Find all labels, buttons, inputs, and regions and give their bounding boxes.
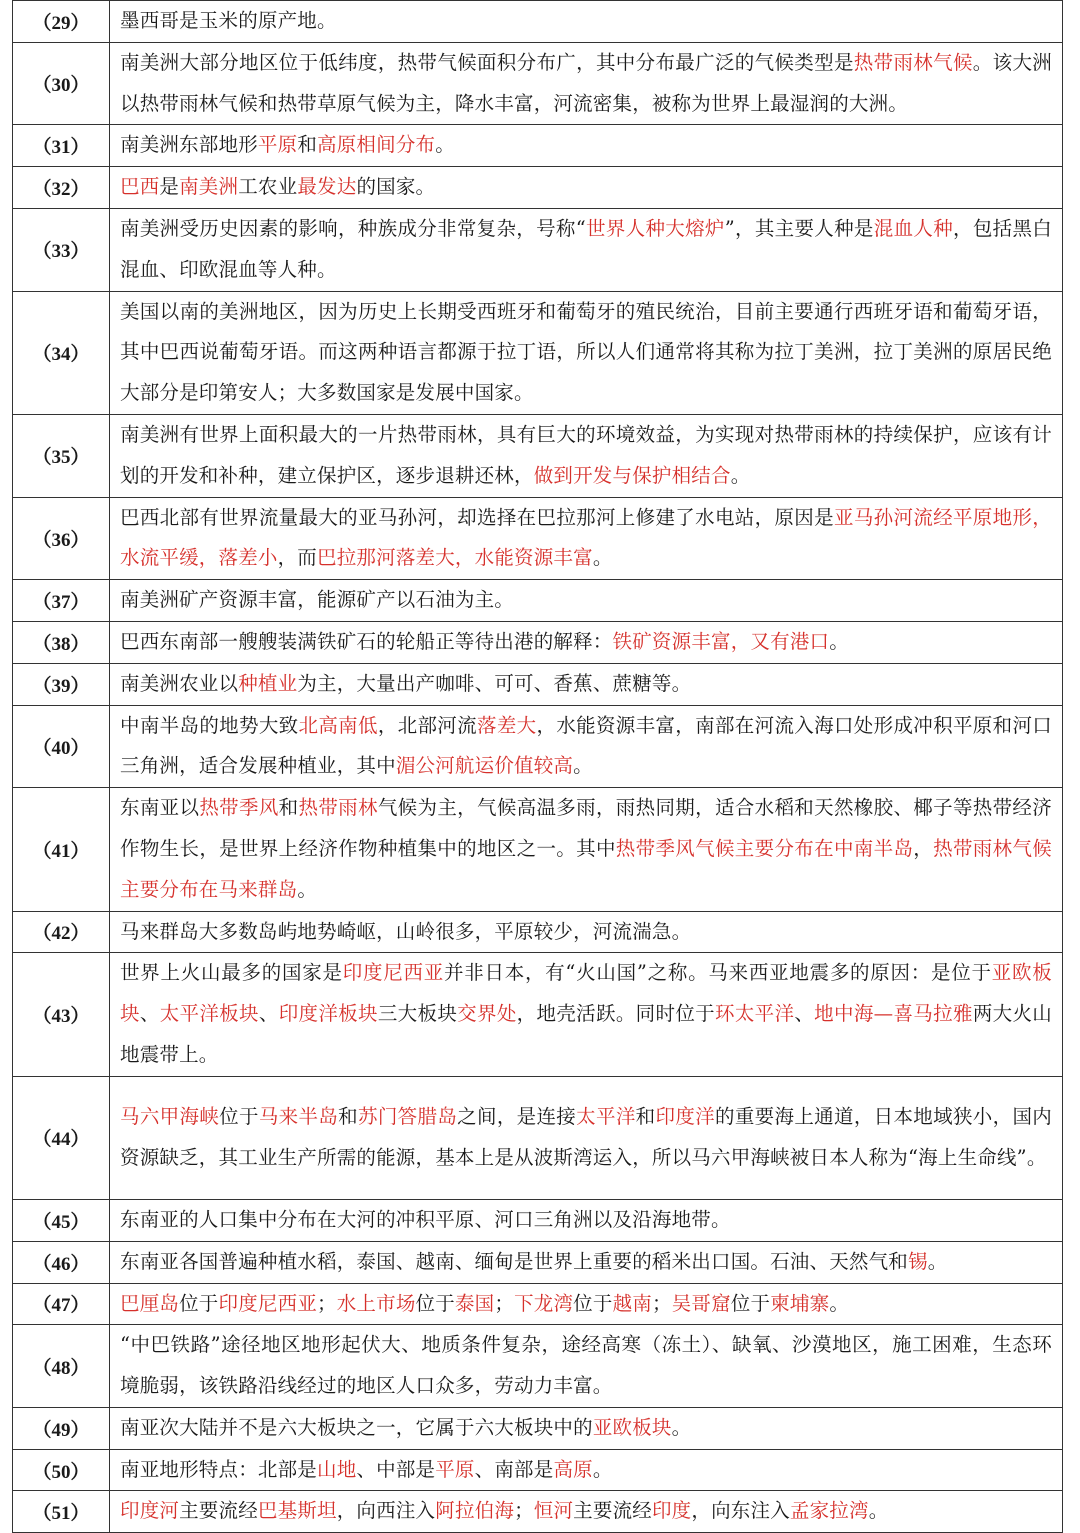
text-segment: 和: [297, 133, 318, 157]
text-segment: 位于: [573, 1291, 613, 1315]
table-row: [13, 1199, 1063, 1241]
highlighted-answer: 太平洋板块: [159, 1002, 259, 1026]
table-row: [13, 42, 1063, 125]
text-segment: 。: [592, 546, 613, 570]
text-segment: 。该大洲以热带雨林气候和热带草原气候为主，降水丰富，河流密集，被称为世界上最湿润的大洲。: [120, 50, 1052, 115]
item-text: [110, 911, 1063, 953]
text-segment: 。: [730, 463, 751, 487]
item-number: （31）: [13, 125, 110, 167]
highlighted-answer: 环太平洋: [714, 1002, 795, 1026]
text-segment: 南美洲受历史因素的影响，种族成分非常复杂，号称“: [120, 216, 586, 240]
text-segment: 。: [829, 1291, 850, 1315]
highlighted-answer: 巴拉那河落差大，水能资源丰富: [317, 546, 593, 570]
text-segment: 并非日本，有“火山国”之称。马来西亚地震多的原因：是位于: [443, 961, 992, 985]
item-text: [110, 663, 1063, 705]
item-text: [110, 1076, 1063, 1199]
text-segment: 气候为主，气候高温多雨，雨热同期，适合水稻和天然橡胶、椰子等热带经济作物生长，是世界上经济作物种植集中的地区之一。其中: [120, 796, 1052, 860]
highlighted-answer: 交界处: [457, 1002, 517, 1026]
item-number: （43）: [13, 953, 110, 1076]
table-row: [13, 414, 1063, 497]
highlighted-answer: 印度尼西亚: [342, 961, 444, 985]
text-segment: 。: [573, 754, 593, 778]
highlighted-answer: 北高南低: [298, 713, 378, 737]
text-segment: 巴西北部有世界流量最大的亚马孙河，却选择在巴拉那河上修建了水电站，原因是: [120, 505, 834, 529]
text-segment: 。: [927, 1249, 948, 1273]
text-segment: ；: [514, 1499, 534, 1523]
highlighted-answer: 亚欧板块: [592, 1415, 672, 1439]
highlighted-answer: 最发达: [297, 175, 357, 199]
table-row: [13, 497, 1063, 580]
text-segment: ，水能资源丰富，南部在河流入海口处形成冲积平原和河口三角洲，适合发展种植业，其中: [120, 713, 1052, 778]
text-segment: 和: [338, 1105, 358, 1129]
highlighted-answer: 下龙湾: [514, 1291, 574, 1315]
table-row: [13, 167, 1063, 209]
item-text: [110, 621, 1063, 663]
highlighted-answer: 泰国: [454, 1291, 495, 1315]
text-segment: 、: [258, 1002, 279, 1026]
highlighted-answer: 印度河: [120, 1499, 180, 1523]
highlighted-answer: 铁矿资源丰富，又有港口: [612, 629, 830, 653]
text-segment: 南亚次大陆并不是六大板块之一，它属于六大板块中的: [120, 1415, 593, 1439]
text-segment: 南美洲东部地形: [120, 133, 258, 157]
table-row: [13, 1, 1063, 43]
highlighted-answer: 锡: [908, 1249, 928, 1273]
item-text: [110, 1283, 1063, 1325]
highlighted-answer: 巴基斯坦: [257, 1499, 337, 1523]
item-number: （39）: [13, 663, 110, 705]
text-segment: ”，其主要人种是: [724, 216, 874, 240]
item-number: （41）: [13, 788, 110, 911]
text-segment: 主要流经: [179, 1499, 258, 1523]
text-segment: 工农业: [238, 175, 298, 199]
item-number: （32）: [13, 167, 110, 209]
item-number: （44）: [13, 1076, 110, 1199]
table-row: [13, 911, 1063, 953]
text-segment: 位于: [730, 1291, 771, 1315]
highlighted-answer: 太平洋: [576, 1105, 636, 1129]
highlighted-answer: 平原: [435, 1457, 475, 1481]
text-segment: 。: [435, 133, 455, 157]
table-row: [13, 1449, 1063, 1491]
highlighted-answer: 南美洲: [179, 175, 239, 199]
text-segment: 和: [635, 1105, 656, 1129]
table-row: [13, 1076, 1063, 1199]
table-row: [13, 1491, 1063, 1533]
item-text: [110, 1491, 1063, 1533]
text-segment: 南美洲大部分地区位于低纬度，热带气候面积分布广，其中分布最广泛的气候类型是: [120, 50, 854, 74]
highlighted-answer: 种植业: [238, 671, 298, 695]
highlighted-answer: 热带季风: [199, 796, 279, 820]
highlighted-answer: 印度尼西亚: [218, 1291, 318, 1315]
table-row: [13, 580, 1063, 622]
item-text: [110, 953, 1063, 1076]
highlighted-answer: 高原: [553, 1457, 593, 1481]
highlighted-answer: 混血人种: [873, 216, 954, 240]
text-segment: 南美洲农业以: [120, 671, 239, 695]
text-segment: ；: [651, 1291, 672, 1315]
text-segment: 中南半岛的地势大致: [120, 713, 299, 737]
table-row: [13, 125, 1063, 167]
highlighted-answer: 做到开发与保护相结合: [533, 463, 731, 487]
table-row: [13, 663, 1063, 705]
highlighted-answer: 亚马孙河流经平原地形，水流平缓，落差小: [120, 505, 1053, 570]
text-segment: ，而: [277, 546, 318, 570]
table-row: [13, 291, 1063, 414]
highlighted-answer: 地中海—喜马拉雅: [814, 1002, 973, 1026]
text-segment: 位于: [219, 1105, 259, 1129]
highlighted-answer: 湄公河航运价值较高: [395, 754, 574, 778]
item-text: [110, 1449, 1063, 1491]
highlighted-answer: 柬埔寨: [770, 1291, 830, 1315]
text-segment: 是: [159, 175, 180, 199]
table-row: [13, 953, 1063, 1076]
item-number: （50）: [13, 1449, 110, 1491]
text-segment: ；: [317, 1291, 337, 1315]
text-segment: 之间，是连接: [457, 1105, 577, 1129]
text-segment: 。: [671, 1415, 692, 1439]
item-number: （42）: [13, 911, 110, 953]
item-text: [110, 167, 1063, 209]
text-segment: 为主，大量出产咖啡、可可、香蕉、蔗糖等。: [297, 671, 692, 695]
highlighted-answer: 水上市场: [336, 1291, 416, 1315]
text-segment: 南亚地形特点：北部是: [120, 1457, 318, 1481]
highlighted-answer: 孟家拉湾: [789, 1499, 869, 1523]
item-number: （45）: [13, 1199, 110, 1241]
highlighted-answer: 吴哥窟: [671, 1291, 731, 1315]
item-number: （35）: [13, 414, 110, 497]
text-segment: 。: [592, 1457, 613, 1481]
table-body: [13, 1, 1063, 1533]
text-segment: 。: [868, 1499, 889, 1523]
text-segment: 美国以南的美洲地区，因为历史上长期受西班牙和葡萄牙的殖民统治，目前主要通行西班牙语和葡萄牙语，其中巴西说葡萄牙语。而这两种语言都源于拉丁语，所以人们通常将其称为拉丁美洲，拉丁美洲的原居民绝大部分是印第安人；大多数国家是发展中国家。: [120, 299, 1052, 405]
highlighted-answer: 巴西: [120, 175, 160, 199]
item-number: （33）: [13, 208, 110, 291]
text-segment: ，: [913, 836, 934, 860]
item-text: [110, 1, 1063, 43]
highlighted-answer: 山地: [317, 1457, 357, 1481]
highlighted-answer: 热带季风气候主要分布在中南半岛: [615, 836, 914, 860]
text-segment: 巴西东南部一艘艘装满铁矿石的轮船正等待出港的解释：: [120, 629, 613, 653]
text-segment: 主要流经: [573, 1499, 652, 1523]
item-text: [110, 705, 1063, 788]
highlighted-answer: 越南: [612, 1291, 652, 1315]
highlighted-answer: 亚欧板块: [120, 961, 1052, 1026]
highlighted-answer: 平原: [257, 133, 298, 157]
text-segment: 。: [829, 629, 849, 653]
text-segment: 马来群岛大多数岛屿地势崎岖，山岭很多，平原较少，河流湍急。: [120, 919, 692, 943]
text-segment: 的重要海上通道，日本地域狭小，国内资源缺乏，其工业生产所需的能源，基本上是从波斯湾运入，所以马六甲海峡被日本人称为“海上生命线”。: [120, 1105, 1052, 1169]
item-text: [110, 42, 1063, 125]
highlighted-answer: 印度洋板块: [278, 1002, 378, 1026]
text-segment: 、: [139, 1002, 160, 1026]
item-number: （30）: [13, 42, 110, 125]
highlighted-answer: 落差大: [476, 713, 537, 737]
item-text: [110, 497, 1063, 580]
text-segment: 两大火山地震带上。: [120, 1002, 1053, 1066]
item-number: （40）: [13, 705, 110, 788]
highlighted-answer: 高原相间分布: [317, 133, 436, 157]
table-row: [13, 1241, 1063, 1283]
item-number: （47）: [13, 1283, 110, 1325]
text-segment: 东南亚的人口集中分布在大河的冲积平原、河口三角洲以及沿海地带。: [120, 1207, 731, 1231]
text-segment: 、南部是: [474, 1457, 554, 1481]
item-number: （34）: [13, 291, 110, 414]
highlighted-answer: 世界人种大熔炉: [585, 216, 725, 240]
item-text: [110, 1199, 1063, 1241]
text-segment: ，包括黑白混血、印欧混血等人种。: [120, 216, 1052, 281]
text-segment: 、中部是: [356, 1457, 436, 1481]
text-segment: 南美洲矿产资源丰富，能源矿产以石油为主。: [120, 588, 515, 612]
text-segment: 三大板块: [377, 1002, 458, 1026]
table-row: [13, 788, 1063, 911]
table-row: [13, 1407, 1063, 1449]
text-segment: 位于: [179, 1291, 219, 1315]
highlighted-answer: 恒河: [533, 1499, 574, 1523]
knowledge-table: [12, 0, 1063, 1533]
text-segment: 位于: [415, 1291, 455, 1315]
highlighted-answer: 印度: [651, 1499, 692, 1523]
item-text: [110, 208, 1063, 291]
text-segment: ，地壳活跃。同时位于: [516, 1002, 715, 1026]
item-number: （46）: [13, 1241, 110, 1283]
highlighted-answer: 巴厘岛: [120, 1291, 180, 1315]
item-number: （36）: [13, 497, 110, 580]
text-segment: ，北部河流: [377, 713, 477, 737]
item-text: [110, 1407, 1063, 1449]
highlighted-answer: 苏门答腊岛: [358, 1105, 458, 1129]
highlighted-answer: 印度洋: [655, 1105, 715, 1129]
highlighted-answer: 马来半岛: [258, 1105, 339, 1129]
item-text: [110, 414, 1063, 497]
highlighted-answer: 马六甲海峡: [120, 1105, 220, 1129]
text-segment: 南美洲有世界上面积最大的一片热带雨林，具有巨大的环境效益，为实现对热带雨林的持续保护，应该有计划的开发和补种，建立保护区，逐步退耕还林，: [120, 422, 1052, 487]
text-segment: ，向西注入: [336, 1499, 436, 1523]
item-text: [110, 580, 1063, 622]
text-segment: ；: [494, 1291, 515, 1315]
table-row: [13, 1325, 1063, 1408]
text-segment: 东南亚以: [120, 796, 200, 820]
item-number: （49）: [13, 1407, 110, 1449]
highlighted-answer: 热带雨林气候主要分布在马来群岛: [120, 836, 1052, 901]
text-segment: 和: [278, 796, 299, 820]
highlighted-answer: 阿拉伯海: [435, 1499, 515, 1523]
item-text: [110, 1241, 1063, 1283]
item-number: （38）: [13, 621, 110, 663]
text-segment: 的国家。: [356, 175, 436, 199]
text-segment: 东南亚各国普遍种植水稻，泰国、越南、缅甸是世界上重要的稻米出口国。石油、天然气和: [120, 1249, 909, 1273]
text-segment: 墨西哥是玉米的原产地。: [120, 9, 337, 32]
highlighted-answer: 热带雨林气候: [853, 50, 973, 74]
table-row: [13, 1283, 1063, 1325]
item-number: （51）: [13, 1491, 110, 1533]
item-number: （29）: [13, 1, 110, 43]
table-row: [13, 208, 1063, 291]
item-text: [110, 788, 1063, 911]
text-segment: 、: [794, 1002, 815, 1026]
text-segment: “中巴铁路”途径地区地形起伏大、地质条件复杂，途经高寒（冻土）、缺氧、沙漠地区，施工困难，生态环境脆弱，该铁路沿线经过的地区人口众多，劳动力丰富。: [120, 1333, 1052, 1398]
table-row: [13, 705, 1063, 788]
highlighted-answer: 热带雨林: [298, 796, 378, 820]
item-number: （48）: [13, 1325, 110, 1408]
item-text: [110, 291, 1063, 414]
item-number: （37）: [13, 580, 110, 622]
text-segment: 世界上火山最多的国家是: [120, 961, 343, 985]
item-text: [110, 1325, 1063, 1408]
text-segment: ，向东注入: [691, 1499, 790, 1523]
table-row: [13, 621, 1063, 663]
item-text: [110, 125, 1063, 167]
text-segment: 。: [297, 877, 318, 901]
